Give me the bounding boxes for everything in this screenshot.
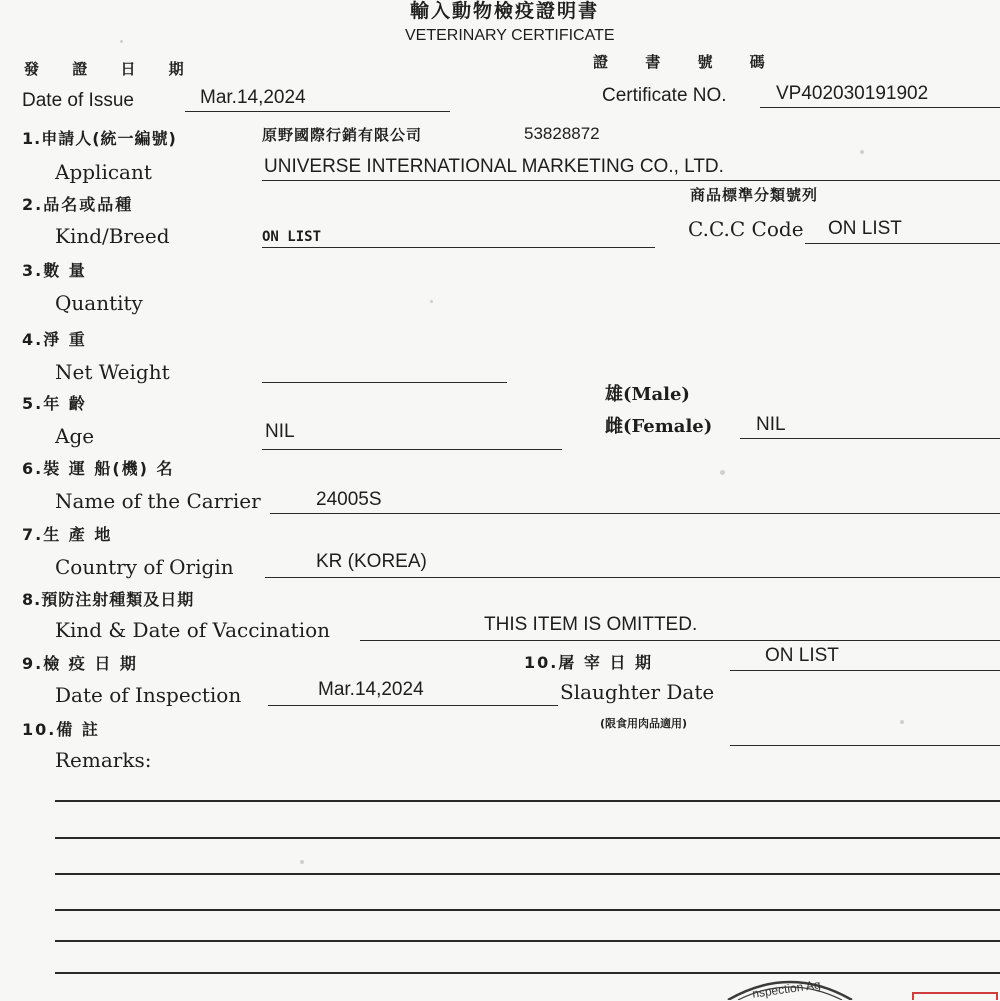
quantity-label: Quantity (55, 291, 143, 315)
age-label: Age (55, 424, 95, 448)
certificate-number-value: VP402030191902 (776, 83, 929, 104)
inspection-label-zh: 9.檢 疫 日 期 (22, 654, 138, 673)
slaughter-underline (730, 670, 1000, 671)
carrier-label-zh: 6.裝 運 船(機) 名 (22, 459, 175, 478)
vaccination-underline (360, 640, 1000, 641)
scan-speck (300, 860, 304, 864)
issue-date-value: Mar.14,2024 (200, 87, 306, 108)
quantity-label-zh: 3.數 量 (22, 261, 87, 280)
scan-speck (900, 720, 904, 724)
origin-value: KR (KOREA) (316, 551, 427, 572)
carrier-value: 24005S (316, 489, 382, 510)
female-label: 雌(Female) (605, 416, 713, 437)
issue-label: Date of Issue (22, 90, 134, 111)
inspection-date-value: Mar.14,2024 (318, 679, 424, 700)
certificate-underline (760, 107, 1000, 108)
applicant-id: 53828872 (524, 124, 600, 143)
vaccination-label: Kind & Date of Vaccination (55, 618, 331, 642)
scan-speck (720, 470, 725, 475)
applicant-name-en: UNIVERSE INTERNATIONAL MARKETING CO., LTD. (264, 156, 724, 177)
title-chinese: 輸入動物檢疫證明書 (410, 0, 600, 22)
slaughter-label: Slaughter Date (560, 680, 715, 704)
kind-label-zh: 2.品名或品種 (22, 195, 134, 214)
age-value: NIL (265, 421, 295, 442)
sex-underline (740, 438, 1000, 439)
inspection-underline (268, 705, 558, 706)
net-weight-label-zh: 4.淨 重 (22, 330, 87, 349)
origin-label-zh: 7.生 產 地 (22, 525, 113, 544)
remarks-label-zh: 10.備 註 (22, 720, 100, 739)
slaughter-note: (限食用肉品適用) (600, 717, 688, 730)
remarks-top-underline (730, 745, 1000, 746)
carrier-underline (270, 513, 1000, 514)
origin-label: Country of Origin (55, 555, 234, 579)
title-english: VETERINARY CERTIFICATE (405, 27, 615, 44)
kind-value: ON LIST (262, 229, 322, 245)
kind-underline (262, 247, 655, 248)
vaccination-label-zh: 8.預防注射種類及日期 (22, 590, 195, 609)
applicant-name-zh: 原野國際行銷有限公司 (262, 126, 423, 144)
applicant-label: Applicant (55, 160, 152, 184)
issue-label-zh: 發 證 日 期 (24, 60, 198, 78)
net-weight-underline (262, 382, 507, 383)
ccc-label: C.C.C Code (688, 217, 804, 241)
kind-label: Kind/Breed (55, 224, 170, 248)
ccc-value: ON LIST (828, 218, 902, 239)
net-weight-label: Net Weight (55, 360, 170, 384)
vaccination-value: THIS ITEM IS OMITTED. (484, 614, 698, 635)
red-stamp-box (912, 992, 998, 1000)
remarks-line (55, 909, 1000, 911)
scan-speck (120, 40, 123, 43)
age-underline (262, 449, 562, 450)
male-label: 雄(Male) (605, 384, 690, 405)
sex-value: NIL (756, 414, 786, 435)
ccc-underline (805, 243, 1000, 244)
applicant-label-zh: 1.申請人(統一編號) (22, 129, 177, 148)
ccc-label-zh: 商品標準分類號列 (690, 186, 819, 204)
remarks-line (55, 837, 1000, 839)
certificate-label-zh: 證 書 號 碼 (593, 53, 781, 71)
applicant-underline (262, 180, 1000, 181)
carrier-label: Name of the Carrier (55, 489, 261, 513)
age-label-zh: 5.年 齡 (22, 394, 87, 413)
slaughter-value: ON LIST (765, 645, 839, 666)
remarks-line (55, 800, 1000, 802)
certificate-label: Certificate NO. (602, 85, 727, 106)
scan-speck (860, 150, 864, 154)
origin-underline (265, 577, 1000, 578)
remarks-line (55, 873, 1000, 875)
scan-speck (430, 300, 433, 303)
remarks-label: Remarks: (55, 748, 152, 772)
remarks-line (55, 940, 1000, 942)
inspection-label: Date of Inspection (55, 683, 242, 707)
issue-underline (185, 111, 450, 112)
stamp-text: nspection Ag (751, 977, 822, 1001)
slaughter-label-zh: 10.屠 宰 日 期 (524, 653, 654, 672)
